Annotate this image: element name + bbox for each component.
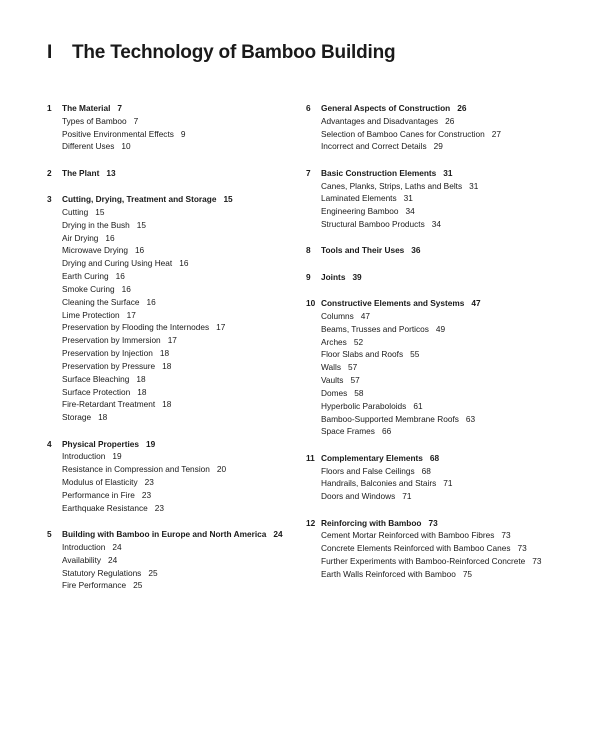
- entry-title: Incorrect and Correct Details: [321, 141, 427, 152]
- chapter-number: 2: [47, 167, 52, 178]
- entry-page: 58: [354, 387, 364, 398]
- entry-title: Preservation by Injection: [62, 348, 153, 359]
- entry-page: 19: [112, 451, 122, 462]
- toc-entry[interactable]: [306, 140, 589, 153]
- entry-page: 17: [167, 335, 177, 346]
- entry-title: Structural Bamboo Products: [321, 219, 425, 230]
- chapter-title-line: [321, 517, 438, 530]
- chapter-heading[interactable]: [306, 167, 589, 180]
- toc-chapter: [306, 102, 589, 153]
- entry-page: 31: [469, 180, 479, 191]
- entry-title: Types of Bamboo: [62, 115, 127, 126]
- entry-page: 52: [353, 336, 364, 347]
- entry-line: [62, 219, 146, 232]
- entry-line: [321, 425, 391, 438]
- toc-entry[interactable]: [47, 115, 332, 128]
- entry-line: [62, 321, 225, 334]
- entry-line: [321, 128, 501, 141]
- entry-page: 34: [405, 206, 415, 217]
- entry-line: [321, 374, 360, 387]
- toc-chapter: [306, 297, 589, 438]
- chapter-title: Reinforcing with Bamboo: [321, 517, 422, 528]
- entry-title: Modulus of Elasticity: [62, 477, 138, 488]
- toc-chapter: [47, 102, 332, 153]
- entry-title: Further Experiments with Bamboo-Reinforced Concrete: [321, 556, 526, 567]
- toc-entry[interactable]: [47, 579, 332, 592]
- entry-page: 17: [216, 322, 226, 333]
- entry-line: [62, 283, 131, 296]
- toc-entry[interactable]: [306, 477, 589, 490]
- entry-page: 31: [403, 193, 413, 204]
- entry-line: [62, 463, 226, 476]
- toc-entry[interactable]: [47, 257, 332, 270]
- entry-title: Arches: [321, 336, 347, 347]
- chapter-title-line: [321, 452, 439, 465]
- part-title-text: The Technology of Bamboo Building: [72, 42, 396, 63]
- entry-line: [321, 323, 445, 336]
- toc-entry[interactable]: [306, 310, 589, 323]
- entry-line: [321, 336, 363, 349]
- entry-page: 57: [347, 362, 358, 373]
- chapter-number: 4: [47, 438, 52, 449]
- toc-entry[interactable]: [47, 347, 332, 360]
- entry-page: 23: [154, 502, 165, 513]
- toc-entry[interactable]: [47, 334, 332, 347]
- entry-line: [62, 115, 138, 128]
- entry-line: [62, 140, 131, 153]
- entry-page: 71: [402, 491, 412, 502]
- entry-title: Advantages and Disadvantages: [321, 115, 439, 126]
- entry-line: [321, 205, 415, 218]
- entry-page: 71: [443, 478, 453, 489]
- entry-page: 17: [126, 309, 136, 320]
- toc-chapter: [47, 528, 332, 592]
- entry-title: Beams, Trusses and Porticos: [321, 323, 429, 334]
- entry-line: [62, 398, 171, 411]
- toc-entry[interactable]: [306, 542, 589, 555]
- toc-entry[interactable]: [47, 398, 332, 411]
- entry-page: 24: [108, 554, 118, 565]
- toc-entry[interactable]: [47, 321, 332, 334]
- chapter-number: 7: [306, 167, 311, 178]
- toc-entry[interactable]: [47, 541, 332, 554]
- entry-page: 15: [136, 219, 147, 230]
- entry-title: Domes: [321, 387, 348, 398]
- toc-entry[interactable]: [47, 283, 332, 296]
- entry-title: Surface Bleaching: [62, 373, 130, 384]
- entry-line: [62, 450, 122, 463]
- toc-column-right: [306, 102, 589, 594]
- toc-chapter: [306, 452, 589, 503]
- toc-column-left: [47, 102, 332, 606]
- toc-entry[interactable]: [47, 296, 332, 309]
- chapter-heading[interactable]: [306, 452, 589, 465]
- toc-chapter: [47, 438, 332, 515]
- entry-title: Positive Environmental Effects: [62, 128, 174, 139]
- toc-entry[interactable]: [306, 529, 589, 542]
- chapter-title: Physical Properties: [62, 438, 140, 449]
- entry-title: Smoke Curing: [62, 283, 115, 294]
- entry-page: 24: [112, 541, 122, 552]
- toc-chapter: [306, 271, 589, 284]
- chapter-page: 26: [457, 103, 467, 113]
- entry-line: [62, 489, 151, 502]
- entry-line: [62, 296, 156, 309]
- entry-line: [62, 309, 136, 322]
- chapter-heading[interactable]: [306, 517, 589, 530]
- entry-title: Selection of Bamboo Canes for Construction: [321, 128, 485, 139]
- entry-page: 18: [98, 412, 108, 423]
- entry-page: 16: [179, 258, 189, 269]
- toc-entry[interactable]: [47, 489, 332, 502]
- entry-title: Laminated Elements: [321, 193, 397, 204]
- toc-entry[interactable]: [306, 128, 589, 141]
- toc-entry[interactable]: [47, 450, 332, 463]
- chapter-heading[interactable]: [47, 193, 332, 206]
- entry-line: [321, 218, 441, 231]
- entry-page: 16: [134, 245, 145, 256]
- chapter-heading[interactable]: [306, 297, 589, 310]
- entry-line: [321, 413, 475, 426]
- entry-page: 73: [501, 530, 511, 541]
- entry-page: 68: [421, 465, 431, 476]
- part-number: I: [47, 42, 53, 63]
- entry-line: [321, 140, 443, 153]
- entry-line: [321, 542, 527, 555]
- entry-title: Space Frames: [321, 426, 375, 437]
- toc-entry[interactable]: [306, 115, 589, 128]
- toc-entry[interactable]: [306, 425, 589, 438]
- chapter-number: 6: [306, 103, 311, 113]
- toc-entry[interactable]: [306, 413, 589, 426]
- entry-line: [321, 348, 419, 361]
- toc-entry[interactable]: [306, 465, 589, 478]
- entry-page: 25: [148, 567, 158, 578]
- toc-entry[interactable]: [306, 336, 589, 349]
- chapter-number: 10: [306, 298, 316, 309]
- toc-entry[interactable]: [306, 387, 589, 400]
- chapter-number: 9: [306, 271, 311, 282]
- chapter-title: Tools and Their Uses: [321, 245, 405, 256]
- entry-line: [321, 555, 542, 568]
- toc-entry[interactable]: [306, 374, 589, 387]
- entry-title: Availability: [62, 554, 102, 565]
- toc-entry[interactable]: [47, 463, 332, 476]
- chapter-title-line: [62, 438, 155, 451]
- chapter-heading[interactable]: [306, 244, 589, 257]
- entry-title: Microwave Drying: [62, 245, 128, 256]
- toc-entry[interactable]: [306, 323, 589, 336]
- toc-entry[interactable]: [306, 490, 589, 503]
- entry-page: 49: [435, 323, 446, 334]
- chapter-number: 12: [306, 517, 316, 528]
- entry-line: [62, 502, 164, 515]
- entry-title: Performance in Fire: [62, 489, 135, 500]
- chapter-title: Complementary Elements: [321, 452, 423, 463]
- toc-entry[interactable]: [306, 218, 589, 231]
- entry-page: 26: [445, 115, 455, 126]
- toc-entry[interactable]: [47, 309, 332, 322]
- chapter-heading[interactable]: [47, 167, 332, 180]
- entry-page: 16: [115, 271, 125, 282]
- entry-title: Engineering Bamboo: [321, 206, 399, 217]
- toc-chapter: [306, 244, 589, 257]
- toc-entry[interactable]: [47, 476, 332, 489]
- entry-page: 47: [360, 310, 370, 321]
- entry-line: [321, 361, 357, 374]
- entry-page: 73: [517, 543, 527, 554]
- chapter-title-line: [62, 102, 122, 115]
- chapter-page: 13: [106, 167, 116, 178]
- entry-title: Cleaning the Surface: [62, 296, 140, 307]
- chapter-page: 19: [146, 438, 156, 449]
- entry-line: [321, 477, 453, 490]
- entry-title: Lime Protection: [62, 309, 120, 320]
- entry-title: Resistance in Compression and Tension: [62, 464, 210, 475]
- entry-page: 23: [141, 489, 152, 500]
- toc-entry[interactable]: [47, 386, 332, 399]
- toc-entry[interactable]: [47, 244, 332, 257]
- entry-page: 15: [95, 206, 105, 217]
- chapter-heading[interactable]: [47, 438, 332, 451]
- entry-page: 29: [433, 141, 443, 152]
- entry-line: [62, 128, 186, 141]
- toc-entry[interactable]: [306, 568, 589, 581]
- entry-title: Preservation by Pressure: [62, 360, 156, 371]
- entry-title: Surface Protection: [62, 386, 131, 397]
- chapter-number: 1: [47, 103, 52, 113]
- toc-entry[interactable]: [47, 554, 332, 567]
- entry-page: 20: [216, 464, 227, 475]
- entry-title: Drying and Curing Using Heat: [62, 258, 173, 269]
- entry-page: 63: [465, 413, 476, 424]
- entry-title: Drying in the Bush: [62, 219, 130, 230]
- chapter-heading[interactable]: [306, 102, 589, 115]
- entry-page: 23: [144, 477, 154, 488]
- chapter-page: 68: [429, 452, 440, 463]
- entry-line: [62, 579, 142, 592]
- toc-entry[interactable]: [47, 206, 332, 219]
- entry-line: [321, 192, 413, 205]
- chapter-number: 8: [306, 245, 311, 256]
- entry-line: [62, 386, 147, 399]
- entry-line: [62, 232, 115, 245]
- entry-line: [321, 490, 411, 503]
- entry-line: [321, 115, 454, 128]
- chapter-title: Building with Bamboo in Europe and North America: [62, 529, 267, 540]
- chapter-title-line: [62, 167, 116, 180]
- entry-line: [321, 400, 423, 413]
- entry-page: 57: [350, 375, 360, 386]
- entry-title: Earthquake Resistance: [62, 502, 148, 513]
- chapter-page: 31: [443, 167, 453, 178]
- entry-page: 18: [137, 386, 147, 397]
- entry-title: Cement Mortar Reinforced with Bamboo Fibres: [321, 530, 495, 541]
- entry-page: 73: [532, 556, 542, 567]
- entry-title: Bamboo-Supported Membrane Roofs: [321, 413, 459, 424]
- entry-title: Cutting: [62, 206, 89, 217]
- toc-chapter: [47, 193, 332, 424]
- entry-line: [62, 360, 171, 373]
- entry-title: Fire Performance: [62, 580, 127, 591]
- chapter-page: 73: [428, 517, 438, 528]
- chapter-page: 7: [117, 103, 123, 113]
- chapter-page: 36: [411, 245, 421, 256]
- entry-title: Preservation by Immersion: [62, 335, 161, 346]
- toc-chapter: [306, 517, 589, 581]
- entry-title: Fire-Retardant Treatment: [62, 399, 156, 410]
- entry-page: 9: [180, 128, 186, 139]
- toc-entry[interactable]: [47, 411, 332, 424]
- entry-title: Floors and False Ceilings: [321, 465, 415, 476]
- entry-title: Floor Slabs and Roofs: [321, 349, 404, 360]
- entry-page: 18: [159, 348, 170, 359]
- entry-line: [321, 465, 431, 478]
- entry-page: 16: [105, 232, 115, 243]
- entry-line: [62, 257, 188, 270]
- entry-line: [62, 347, 169, 360]
- part-title: [47, 42, 395, 64]
- chapter-title-line: [62, 193, 233, 206]
- toc-entry[interactable]: [47, 140, 332, 153]
- entry-title: Different Uses: [62, 141, 115, 152]
- chapter-title-line: [321, 271, 362, 284]
- chapter-title: Cutting, Drying, Treatment and Storage: [62, 194, 217, 205]
- chapter-title-line: [321, 102, 466, 115]
- toc-entry[interactable]: [47, 360, 332, 373]
- entry-line: [62, 554, 117, 567]
- chapter-page: 47: [471, 298, 481, 309]
- entry-page: 16: [146, 296, 156, 307]
- chapter-title: Constructive Elements and Systems: [321, 298, 465, 309]
- entry-title: Hyperbolic Paraboloids: [321, 400, 407, 411]
- entry-title: Storage: [62, 412, 92, 423]
- entry-title: Earth Walls Reinforced with Bamboo: [321, 568, 456, 579]
- entry-page: 25: [133, 580, 143, 591]
- entry-line: [321, 568, 472, 581]
- chapter-title-line: [62, 528, 283, 541]
- entry-title: Earth Curing: [62, 271, 109, 282]
- entry-page: 34: [431, 219, 441, 230]
- entry-title: Vaults: [321, 375, 344, 386]
- entry-line: [62, 206, 105, 219]
- entry-line: [62, 411, 107, 424]
- chapter-heading[interactable]: [47, 528, 332, 541]
- entry-line: [62, 270, 125, 283]
- entry-line: [62, 244, 144, 257]
- toc-chapter: [306, 167, 589, 231]
- chapter-page: 24: [273, 529, 283, 540]
- entry-page: 18: [136, 373, 146, 384]
- entry-line: [62, 567, 158, 580]
- entry-line: [62, 373, 146, 386]
- chapter-heading[interactable]: [47, 102, 332, 115]
- entry-title: Doors and Windows: [321, 491, 396, 502]
- toc-entry[interactable]: [47, 567, 332, 580]
- entry-page: 61: [413, 400, 423, 411]
- toc-entry[interactable]: [47, 128, 332, 141]
- toc-chapter: [47, 167, 332, 180]
- toc-entry[interactable]: [47, 232, 332, 245]
- toc-entry[interactable]: [306, 348, 589, 361]
- toc-entry[interactable]: [306, 180, 589, 193]
- chapter-number: 3: [47, 194, 52, 205]
- entry-line: [62, 334, 177, 347]
- entry-line: [62, 541, 122, 554]
- entry-title: Columns: [321, 310, 354, 321]
- chapter-title-line: [321, 297, 481, 310]
- chapter-page: 39: [352, 271, 362, 282]
- entry-title: Walls: [321, 362, 341, 373]
- entry-title: Concrete Elements Reinforced with Bamboo Canes: [321, 543, 511, 554]
- toc-entry[interactable]: [47, 270, 332, 283]
- entry-title: Statutory Regulations: [62, 567, 142, 578]
- entry-page: 18: [162, 360, 172, 371]
- toc-entry[interactable]: [306, 361, 589, 374]
- toc-entry[interactable]: [306, 192, 589, 205]
- entry-title: Introduction: [62, 541, 106, 552]
- chapter-heading[interactable]: [306, 271, 589, 284]
- entry-line: [321, 387, 364, 400]
- entry-page: 55: [410, 349, 420, 360]
- chapter-title: Basic Construction Elements: [321, 167, 437, 178]
- toc-entry[interactable]: [306, 205, 589, 218]
- chapter-number: 5: [47, 529, 52, 540]
- chapter-title: General Aspects of Construction: [321, 103, 451, 113]
- entry-page: 10: [121, 141, 131, 152]
- chapter-title: Joints: [321, 271, 346, 282]
- entry-page: 75: [462, 568, 473, 579]
- entry-page: 27: [491, 128, 501, 139]
- entry-line: [321, 310, 370, 323]
- entry-page: 16: [121, 283, 131, 294]
- toc-entry[interactable]: [47, 502, 332, 515]
- chapter-title-line: [321, 244, 421, 257]
- entry-line: [321, 180, 478, 193]
- chapter-title: The Material: [62, 103, 111, 113]
- chapter-page: 15: [223, 194, 233, 205]
- entry-title: Introduction: [62, 451, 106, 462]
- entry-title: Air Drying: [62, 232, 99, 243]
- toc-entry[interactable]: [47, 219, 332, 232]
- entry-title: Handrails, Balconies and Stairs: [321, 478, 437, 489]
- entry-line: [321, 529, 511, 542]
- entry-title: Preservation by Flooding the Internodes: [62, 322, 210, 333]
- entry-page: 66: [381, 426, 392, 437]
- entry-line: [62, 476, 154, 489]
- toc-entry[interactable]: [306, 400, 589, 413]
- entry-page: 18: [162, 399, 172, 410]
- toc-entry[interactable]: [306, 555, 589, 568]
- entry-title: Canes, Planks, Strips, Laths and Belts: [321, 180, 463, 191]
- chapter-number: 11: [306, 452, 315, 463]
- chapter-title-line: [321, 167, 453, 180]
- entry-page: 7: [133, 115, 139, 126]
- chapter-title: The Plant: [62, 167, 100, 178]
- toc-entry[interactable]: [47, 373, 332, 386]
